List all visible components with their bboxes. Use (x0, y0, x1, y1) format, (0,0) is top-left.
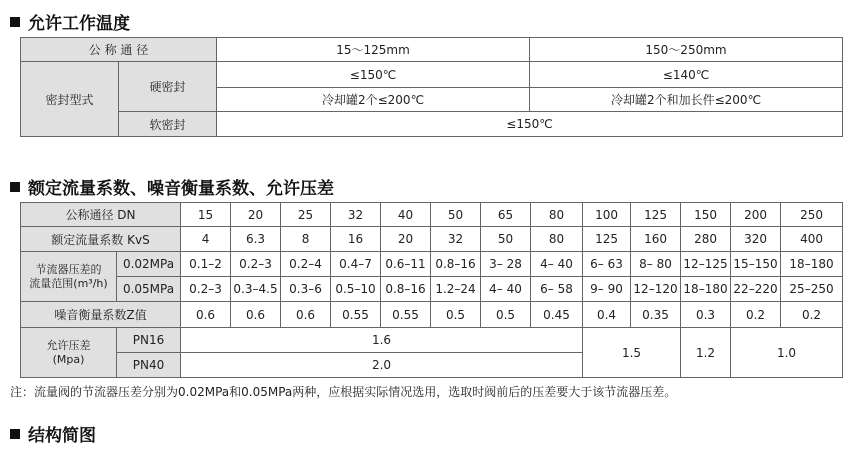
kvs-cell: 32 (431, 227, 481, 252)
range-002-cell: 3– 28 (481, 252, 531, 277)
pressure-005-label: 0.05MPa (117, 277, 181, 302)
z-cell: 0.45 (531, 302, 583, 328)
flow-range-label-line2: 流量范围(m³/h) (29, 276, 108, 290)
range-005-cell: 0.3–4.5 (231, 277, 281, 302)
z-label: 噪音衡量系数Z值 (21, 302, 181, 328)
z-cell: 0.4 (583, 302, 631, 328)
hard-large-1: ≤140℃ (530, 62, 843, 88)
dn-label: 公称通径 DN (21, 203, 181, 227)
pn16-value: 1.6 (181, 328, 583, 353)
range-005-cell: 1.2–24 (431, 277, 481, 302)
soft-seal-label: 软密封 (119, 112, 217, 137)
dn-cell: 15 (181, 203, 231, 227)
z-cell: 0.2 (731, 302, 781, 328)
range-005-cell: 0.5–10 (331, 277, 381, 302)
range-002-cell: 6– 63 (583, 252, 631, 277)
dp-value-b: 1.2 (681, 328, 731, 378)
hard-large-2: 冷却罐2个和加长件≤200℃ (530, 88, 843, 112)
range-005-cell: 12–120 (631, 277, 681, 302)
dn-cell: 250 (781, 203, 843, 227)
dp-value-a: 1.5 (583, 328, 681, 378)
square-bullet-icon (10, 17, 20, 27)
square-bullet-icon (10, 429, 20, 439)
range-002-cell: 0.1–2 (181, 252, 231, 277)
section-title-structure (10, 421, 96, 446)
range-002-cell: 0.8–16 (431, 252, 481, 277)
allowed-dp-label-line1: 允许压差 (46, 338, 91, 352)
pn40-value: 2.0 (181, 353, 583, 378)
dn-cell: 50 (431, 203, 481, 227)
kvs-cell: 80 (531, 227, 583, 252)
pn16-label: PN16 (117, 328, 181, 353)
footnote: 注：流量阀的节流器压差分别为0.02MPa和0.05MPa两种，应根据实际情况选用，选取时阀前后的压差要大于该节流器压差。 (10, 385, 677, 399)
flow-table (20, 202, 843, 378)
kvs-cell: 4 (181, 227, 231, 252)
section-title-flow (10, 174, 334, 199)
dp-value-c: 1.0 (731, 328, 843, 378)
z-cell: 0.5 (481, 302, 531, 328)
seal-type-label: 密封型式 (21, 62, 119, 137)
range-005-cell: 4– 40 (481, 277, 531, 302)
range-002-cell: 0.4–7 (331, 252, 381, 277)
dn-cell: 20 (231, 203, 281, 227)
kvs-cell: 280 (681, 227, 731, 252)
hard-small-1: ≤150℃ (217, 62, 530, 88)
range-002-cell: 0.6–11 (381, 252, 431, 277)
z-cell: 0.3 (681, 302, 731, 328)
kvs-cell: 400 (781, 227, 843, 252)
range-005-cell: 6– 58 (531, 277, 583, 302)
dn-cell: 125 (631, 203, 681, 227)
z-cell: 0.6 (281, 302, 331, 328)
pn40-label: PN40 (117, 353, 181, 378)
flow-range-label (21, 252, 117, 302)
dn-small: 15～125mm (217, 38, 530, 62)
kvs-cell: 6.3 (231, 227, 281, 252)
flow-range-label-line1: 节流器压差的 (35, 262, 102, 276)
z-cell: 0.35 (631, 302, 681, 328)
range-005-cell: 0.8–16 (381, 277, 431, 302)
range-005-cell: 9– 90 (583, 277, 631, 302)
range-002-cell: 15–150 (731, 252, 781, 277)
section-title-temperature (10, 9, 130, 34)
kvs-cell: 20 (381, 227, 431, 252)
range-002-cell: 4– 40 (531, 252, 583, 277)
range-002-cell: 8– 80 (631, 252, 681, 277)
kvs-cell: 125 (583, 227, 631, 252)
kvs-label: 额定流量系数 KvS (21, 227, 181, 252)
dn-cell: 80 (531, 203, 583, 227)
dn-cell: 32 (331, 203, 381, 227)
range-002-cell: 12–125 (681, 252, 731, 277)
dn-large: 150～250mm (530, 38, 843, 62)
kvs-cell: 160 (631, 227, 681, 252)
range-002-cell: 18–180 (781, 252, 843, 277)
temperature-table (20, 37, 843, 137)
section-title-text: 额定流量系数、噪音衡量系数、允许压差 (28, 179, 334, 199)
section-title-text: 允许工作温度 (28, 14, 130, 34)
pressure-002-label: 0.02MPa (117, 252, 181, 277)
dn-cell: 65 (481, 203, 531, 227)
z-cell: 0.55 (331, 302, 381, 328)
dn-cell: 200 (731, 203, 781, 227)
z-cell: 0.6 (181, 302, 231, 328)
range-002-cell: 0.2–4 (281, 252, 331, 277)
kvs-cell: 50 (481, 227, 531, 252)
range-005-cell: 25–250 (781, 277, 843, 302)
hard-seal-label: 硬密封 (119, 62, 217, 112)
section-title-text: 结构简图 (28, 426, 96, 446)
allowed-dp-label-line2: (Mpa) (52, 352, 85, 366)
soft-value: ≤150℃ (217, 112, 843, 137)
allowed-dp-label (21, 328, 117, 378)
kvs-cell: 320 (731, 227, 781, 252)
hard-small-2: 冷却罐2个≤200℃ (217, 88, 530, 112)
range-002-cell: 0.2–3 (231, 252, 281, 277)
dn-cell: 100 (583, 203, 631, 227)
z-cell: 0.2 (781, 302, 843, 328)
range-005-cell: 0.3–6 (281, 277, 331, 302)
kvs-cell: 16 (331, 227, 381, 252)
dn-cell: 25 (281, 203, 331, 227)
square-bullet-icon (10, 182, 20, 192)
range-005-cell: 0.2–3 (181, 277, 231, 302)
dn-cell: 150 (681, 203, 731, 227)
z-cell: 0.6 (231, 302, 281, 328)
nominal-label: 公 称 通 径 (21, 38, 217, 62)
z-cell: 0.5 (431, 302, 481, 328)
range-005-cell: 18–180 (681, 277, 731, 302)
kvs-cell: 8 (281, 227, 331, 252)
range-005-cell: 22–220 (731, 277, 781, 302)
dn-cell: 40 (381, 203, 431, 227)
z-cell: 0.55 (381, 302, 431, 328)
